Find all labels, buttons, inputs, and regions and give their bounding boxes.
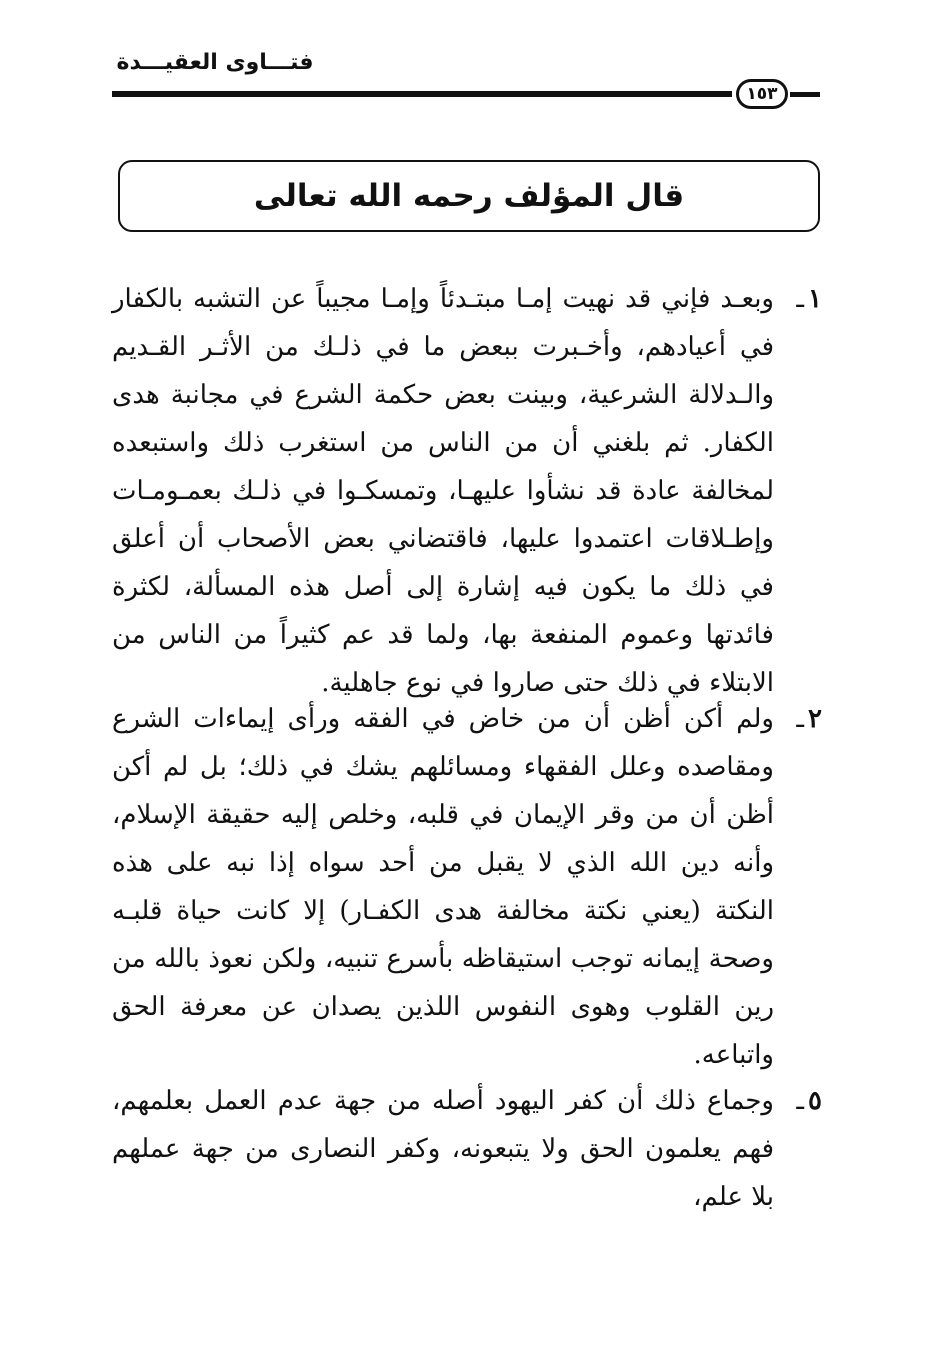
running-title: فتـــاوى العقيـــدة bbox=[116, 50, 314, 75]
item-dash: ـ bbox=[796, 1086, 804, 1116]
item-dash: ـ bbox=[796, 704, 804, 734]
item-number: ٢ bbox=[808, 704, 822, 734]
item-text: وبعـد فإني قد نهيت إمـا مبتـدئاً وإمـا مجيباً عن التشبه بالكفار في أعيادهم، وأخـبرت ببعض ما في ذلـك من الأثـر القـديم والـدلالة الشرعية، وبينت بعض حكمة الشرع في مجانبة هدى الكفار. ثم بلغني أن من الناس من استغرب ذلك واستبعده لمخالفة عادة قد نشأوا عليهـا، وتمسكـوا في ذلـك بعمـومـات وإطـلاقات اعتمدوا عليها، فاقتضاني بعض الأصحاب أن أعلق في ذلك ما يكون فيه إشارة إلى أصل هذه المسألة، لكثرة فائدتها وعموم المنفعة بها، ولما قد عم كثيراً من الناس من الابتلاء في ذلك حتى صاروا في نوع جاهلية. bbox=[112, 284, 774, 698]
header-rule-end bbox=[790, 92, 820, 97]
header-rule bbox=[112, 91, 732, 97]
paragraph-item-2 bbox=[112, 695, 822, 1079]
item-number: ١ bbox=[808, 284, 822, 314]
item-dash: ـ bbox=[796, 284, 804, 314]
paragraph-item-5 bbox=[112, 1077, 822, 1221]
item-text: وجماع ذلك أن كفر اليهود أصله من جهة عدم العمل بعلمهم، فهم يعلمون الحق ولا يتبعونه، وكفر النصارى من جهة عملهم بلا علم، bbox=[112, 1086, 774, 1212]
page-number: ١٥٣ bbox=[736, 79, 788, 109]
paragraph-item-1 bbox=[112, 275, 822, 707]
item-text: ولم أكن أظن أن من خاض في الفقه ورأى إيماءات الشرع ومقاصده وعلل الفقهاء ومسائلهم يشك في ذلك؛ بل لم أكن أظن أن من وقر الإيمان في قلبه، وخلص إليه حقيقة الإسلام، وأنه دين الله الذي لا يقبل من أحد سواه إذا نبه على هذه النكتة (يعني نكتة مخالفة هدى الكفـار) إلا كانت حياة قلبـه وصحة إيمانه توجب استيقاظه بأسرع تنبيه، ولكن نعوذ بالله من رين القلوب وهوى النفوس اللذين يصدان عن معرفة الحق واتباعه. bbox=[112, 704, 774, 1070]
item-number: ٥ bbox=[808, 1086, 822, 1116]
section-title: قال المؤلف رحمه الله تعالى bbox=[118, 160, 820, 232]
